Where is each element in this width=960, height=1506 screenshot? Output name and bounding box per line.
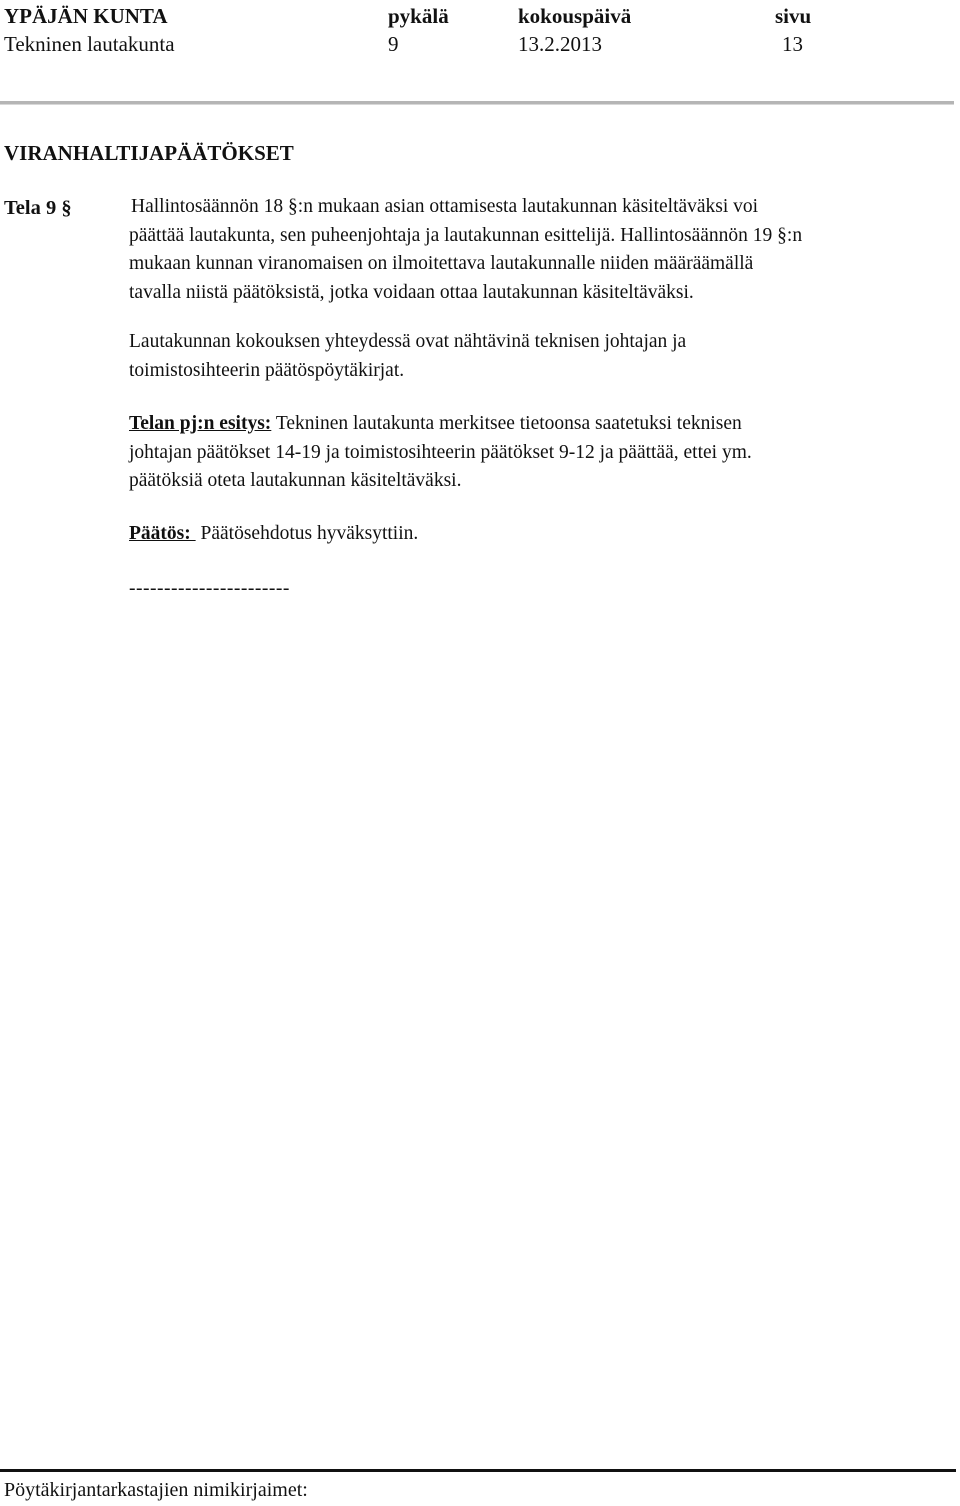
proposal-block: [129, 410, 909, 496]
section-title: VIRANHALTIJAPÄÄTÖKSET: [4, 141, 294, 165]
item-label: Tela 9 §: [4, 197, 72, 219]
initials-label: Pöytäkirjantarkastajien nimikirjaimet:: [4, 1479, 308, 1501]
paragraph-line: mukaan kunnan viranomaisen on ilmoitettava lautakunnalle niiden määräämällä: [129, 253, 754, 274]
proposal-line: päätöksiä oteta lautakunnan käsiteltäväksi.: [129, 470, 462, 491]
kokouspaiva-label: kokouspäivä: [518, 4, 632, 28]
decision-line: [129, 520, 909, 549]
meeting-date: 13.2.2013: [518, 32, 602, 56]
header-divider: [0, 101, 954, 105]
board-name: Tekninen lautakunta: [4, 32, 175, 56]
pykala-value: 9: [388, 32, 399, 56]
sivu-label: sivu: [775, 4, 812, 28]
footer-divider: [0, 1469, 956, 1472]
proposal-text: Tekninen lautakunta merkitsee tietoonsa saatetuksi teknisen: [271, 413, 742, 434]
paragraph-line: tavalla niistä päätöksistä, jotka voidaan ottaa lautakunnan käsiteltäväksi.: [129, 281, 694, 303]
paragraph-line: Lautakunnan kokouksen yhteydessä ovat nähtävinä teknisen johtajan ja: [129, 331, 687, 352]
decision-label: Päätös:: [129, 523, 196, 544]
paragraph-documents: [129, 328, 909, 385]
paragraph-line: Hallintosäännön 18 §:n mukaan asian ottamisesta lautakunnan käsiteltäväksi voi: [131, 196, 759, 217]
paragraph-legal-basis: [129, 193, 909, 307]
decision-text: Päätösehdotus hyväksyttiin.: [195, 523, 419, 544]
proposal-line: johtajan päätökset 14-19 ja toimistosihteerin päätökset 9-12 ja päättää, ettei ym.: [129, 441, 752, 463]
pykala-label: pykälä: [388, 4, 449, 28]
proposal-label: Telan pj:n esitys:: [129, 413, 272, 434]
page-number: 13: [782, 32, 803, 56]
paragraph-line: päättää lautakunta, sen puheenjohtaja ja lautakunnan esittelijä. Hallintosäännön 19 §:n: [129, 224, 803, 246]
decision-block: [129, 520, 909, 549]
municipality-name: YPÄJÄN KUNTA: [4, 4, 168, 28]
separator-dashes: -----------------------: [129, 578, 290, 599]
proposal-first-line: [129, 410, 909, 439]
paragraph-line: toimistosihteerin päätöspöytäkirjat.: [129, 359, 405, 381]
